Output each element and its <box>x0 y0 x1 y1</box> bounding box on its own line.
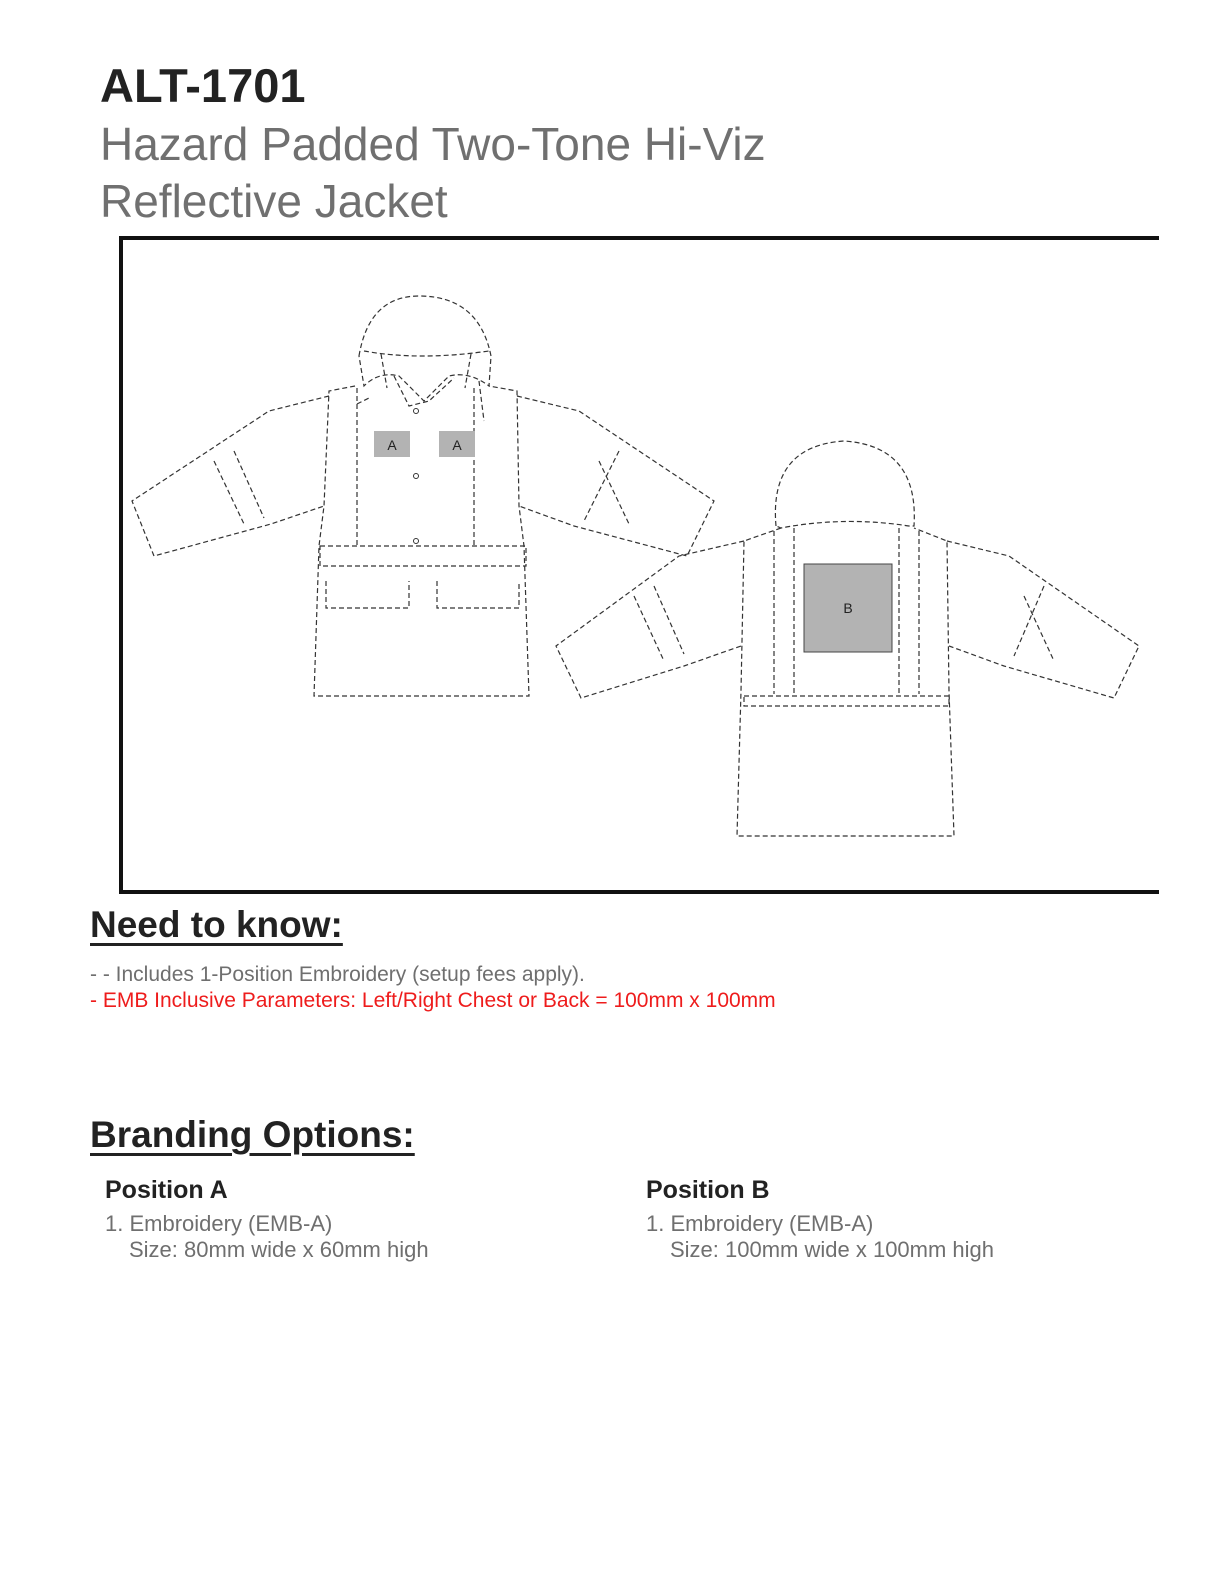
jacket-illustration <box>119 236 1163 898</box>
position-b-size: Size: 100mm wide x 100mm high <box>670 1237 995 1262</box>
position-a-method: 1. Embroidery (EMB-A) <box>105 1211 333 1236</box>
product-code: ALT-1701 <box>100 59 306 112</box>
position-b-title: Position B <box>646 1176 770 1204</box>
branding-position-b <box>646 1176 994 1263</box>
note-emb-parameters: - EMB Inclusive Parameters: Left/Right Chest or Back = 100mm x 100mm <box>90 989 776 1012</box>
branding-options-heading: Branding Options: <box>90 1114 415 1155</box>
need-to-know-heading: Need to know: <box>90 904 343 945</box>
need-to-know-notes <box>90 962 776 1014</box>
product-name <box>100 116 1000 230</box>
front-position-a-left-label: A <box>387 437 397 453</box>
front-jacket-drawing <box>132 296 714 696</box>
branding-position-a <box>105 1176 429 1263</box>
note-embroidery-included: - - Includes 1-Position Embroidery (setup fees apply). <box>90 963 585 986</box>
position-b-method: 1. Embroidery (EMB-A) <box>646 1211 874 1236</box>
jacket-illustration-frame <box>119 236 1159 894</box>
front-position-a-right-label: A <box>452 437 462 453</box>
position-a-size: Size: 80mm wide x 60mm high <box>129 1237 429 1262</box>
back-position-b-label: B <box>843 600 853 616</box>
position-a-title: Position A <box>105 1176 228 1204</box>
product-name-line-1: Hazard Padded Two-Tone Hi-Viz <box>100 118 766 170</box>
product-name-line-2: Reflective Jacket <box>100 175 448 227</box>
